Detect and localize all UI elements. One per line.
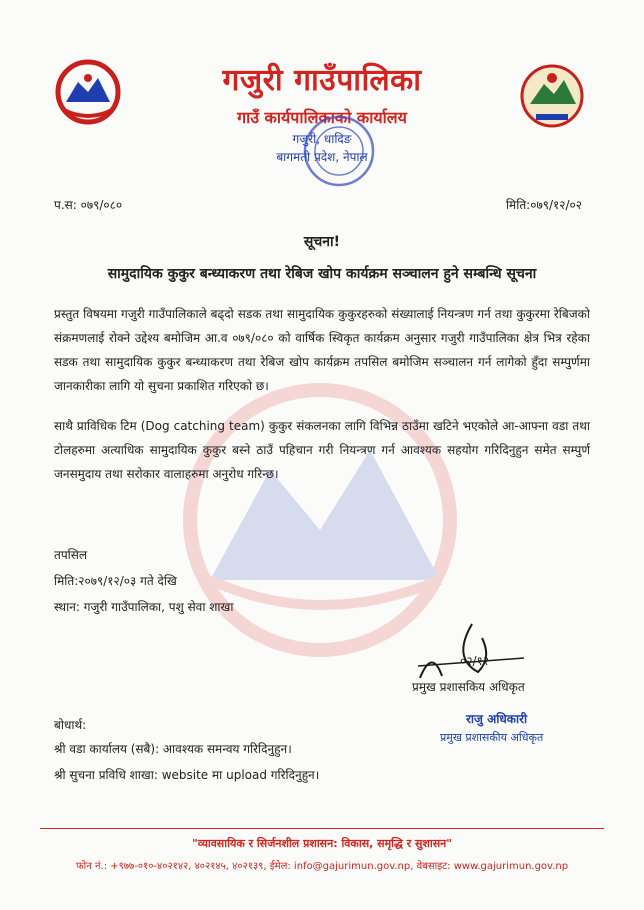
details-label: तपसिल (54, 548, 88, 562)
footer-divider (40, 828, 604, 829)
address-line-1: गजुरी, धादिङ (292, 132, 352, 146)
signatory-stamp-name: राजु अधिकारी (466, 712, 528, 726)
signatory-title: प्रमुख प्रशासकिय अधिकृत (412, 680, 525, 694)
cc-line-1: श्री वडा कार्यालय (सबै): आवश्यक समन्वय गरिदिनुहुन। (54, 742, 292, 756)
notice-subject: सामुदायिक कुकुर बन्ध्याकरण तथा रेबिज खोप कार्यक्रम सञ्चालन हुने सम्बन्धि सूचना (107, 266, 537, 282)
office-subtitle: गाउँ कार्यपालिकाको कार्यालय (237, 108, 407, 127)
cc-line-2: श्री सुचना प्रविधि शाखा: website मा upload गरिदिनुहुन। (54, 768, 320, 782)
details-date: मिति:२०७९/१२/०३ गते देखि (54, 574, 177, 588)
cc-label: बोधार्थ: (54, 718, 87, 732)
footer-contact: फोन नं.: +९७७-०१०-४०२१४२, ४०२१४५, ४०२१३९, ईमेल: info@gajurimun.gov.np, वेबसाइट: www.gajurimun.gov.np (75, 861, 569, 872)
notice-heading: सूचना! (303, 234, 341, 250)
signatory-stamp-role: प्रमुख प्रशासकीय अधिकृत (440, 731, 544, 744)
office-stamp-icon (300, 112, 378, 190)
details-place: स्थान: गजुरी गाउँपालिका, पशु सेवा शाखा (54, 600, 234, 614)
footer-slogan: "व्यावसायिक र सिर्जनशील प्रशासन: विकास, समृद्धि र सुशासन" (191, 837, 453, 850)
body-paragraph-2: साथै प्राविधिक टिम (Dog catching team) कुकुर संकलनका लागि विभिन्न ठाउँमा खटिने भएकोले आ-आफ्ना वडा तथा टोलहरुमा अत्याधिक सामुदायिक कुकुर बस्ने ठाउँ पहिचान गरी नियन्त्रण गर्न आवश्यक सहयोग गरिदिनुहुन समेत सम्पुर्ण जनसमुदाय तथा सरोकार वालाहरुमा अनुरोध गरिन्छ। (54, 419, 590, 481)
notice-date: मिति:०७९/१२/०२ (505, 198, 582, 212)
address-line-2: बागमती प्रदेश, नेपाल (276, 150, 368, 164)
signature-icon (412, 618, 532, 684)
body-paragraph-1: प्रस्तुत विषयमा गजुरी गाउँपालिकाले बढ्दो सडक तथा सामुदायिक कुकुरहरुको संख्यालाई नियन्त्रण गर्न तथा कुकुरमा रेबिजको संक्रमणलाई रोक्ने उद्देश्य बमोजिम आ.व ०७९/०८० को वार्षिक स्विकृत कार्यक्रम अनुसार गजुरी गाउँपालिका क्षेत्र भित्र रहेका सडक तथा सामुदायिक कुकुर बन्ध्याकरण तथा रेबिज खोप कार्यक्रम तपसिल बमोजिम सञ्चालन गर्न लागेको हुँदा सम्पुर्णमा जानकारीका लागि यो सुचना प्रकाशित गरिएको छ। (54, 307, 590, 393)
signature-date: ०२/१२ (460, 654, 490, 668)
office-title: गजुरी गाउँपालिका (222, 63, 422, 98)
reference-number: प.स: ०७९/०८० (54, 198, 123, 212)
